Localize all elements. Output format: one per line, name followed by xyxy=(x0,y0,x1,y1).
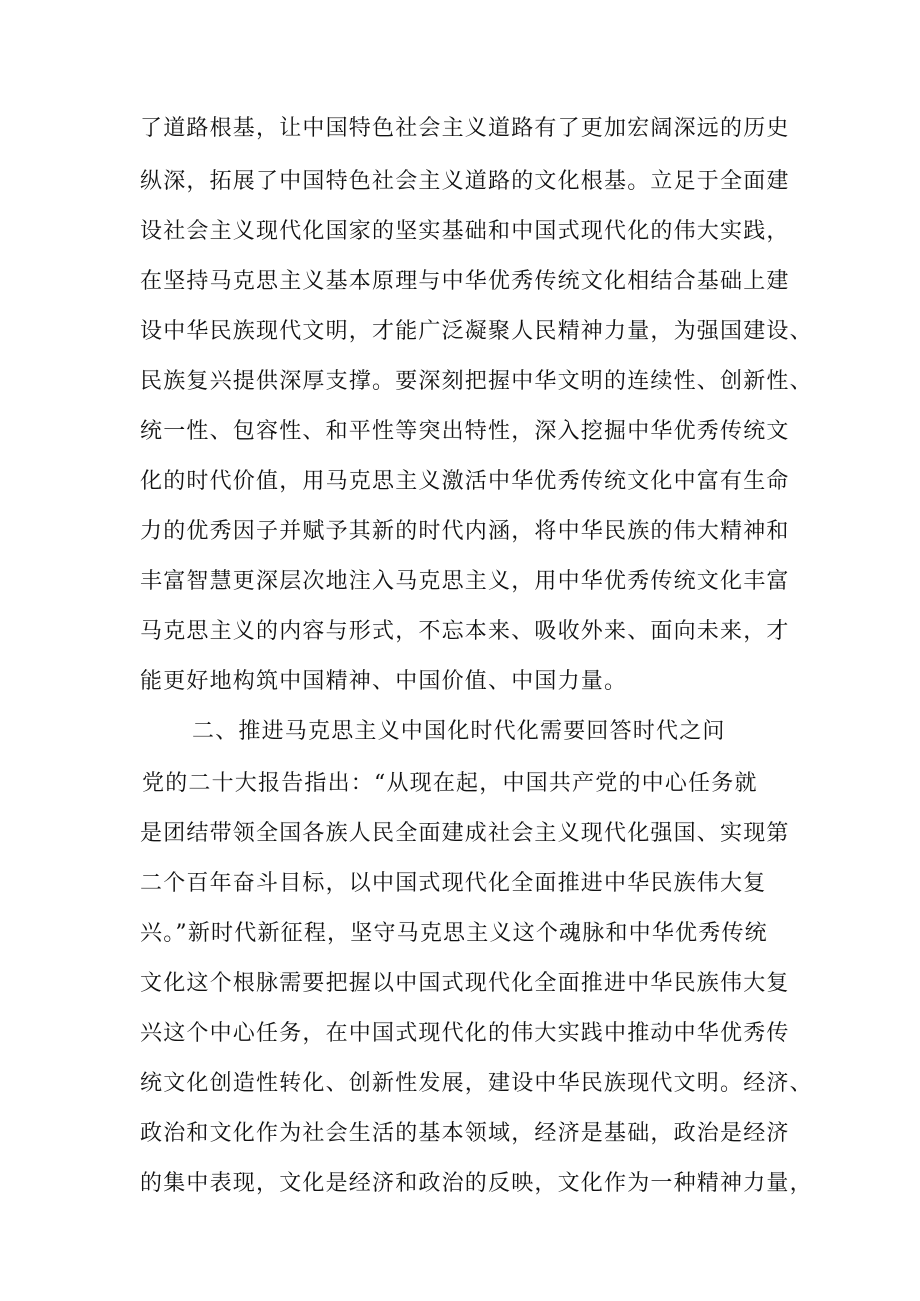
text-line: 是团结带领全国各族人民全面建成社会主义现代化强国、实现第 xyxy=(140,821,790,846)
text-line: 了道路根基，让中国特色社会主义道路有了更加宏阔深远的历史 xyxy=(140,116,790,141)
text-line: 兴。”新时代新征程，坚守马克思主义这个魂脉和中华优秀传统 xyxy=(140,921,768,946)
text-line: 马克思主义的内容与形式，不忘本来、吸收外来、面向未来，才 xyxy=(140,619,790,644)
text-line: 设中华民族现代文明，才能广泛凝聚人民精神力量，为强国建设、 xyxy=(140,319,813,344)
text-line: 纵深，拓展了中国特色社会主义道路的文化根基。立足于全面建 xyxy=(140,169,790,194)
text-line: 党的二十大报告指出：“从现在起，中国共产党的中心任务就 xyxy=(142,771,758,796)
text-line: 统文化创造性转化、创新性发展，建设中华民族现代文明。经济、 xyxy=(140,1071,813,1096)
text-line: 能更好地构筑中国精神、中国价值、中国力量。 xyxy=(140,669,628,694)
text-line: 文化这个根脉需要把握以中国式现代化全面推进中华民族伟大复 xyxy=(140,971,790,996)
text-line: 设社会主义现代化国家的坚实基础和中国式现代化的伟大实践， xyxy=(140,219,790,244)
text-line: 兴这个中心任务，在中国式现代化的伟大实践中推动中华优秀传 xyxy=(140,1021,790,1046)
text-line: 的集中表现，文化是经济和政治的反映，文化作为一种精神力量， xyxy=(140,1171,813,1196)
text-line: 统一性、包容性、和平性等突出特性，深入挖掘中华优秀传统文 xyxy=(140,419,790,444)
text-line: 二个百年奋斗目标，以中国式现代化全面推进中华民族伟大复 xyxy=(140,871,767,896)
text-line: 在坚持马克思主义基本原理与中华优秀传统文化相结合基础上建 xyxy=(140,269,790,294)
text-line: 民族复兴提供深厚支撑。要深刻把握中华文明的连续性、创新性、 xyxy=(140,369,813,394)
section-heading: 二、推进马克思主义中国化时代化需要回答时代之问 xyxy=(192,719,726,744)
text-line: 力的优秀因子并赋予其新的时代内涵，将中华民族的伟大精神和 xyxy=(140,519,790,544)
text-line: 丰富智慧更深层次地注入马克思主义，用中华优秀传统文化丰富 xyxy=(140,569,790,594)
text-line: 政治和文化作为社会生活的基本领域，经济是基础，政治是经济 xyxy=(140,1121,790,1146)
text-line: 化的时代价值，用马克思主义激活中华优秀传统文化中富有生命 xyxy=(140,469,790,494)
